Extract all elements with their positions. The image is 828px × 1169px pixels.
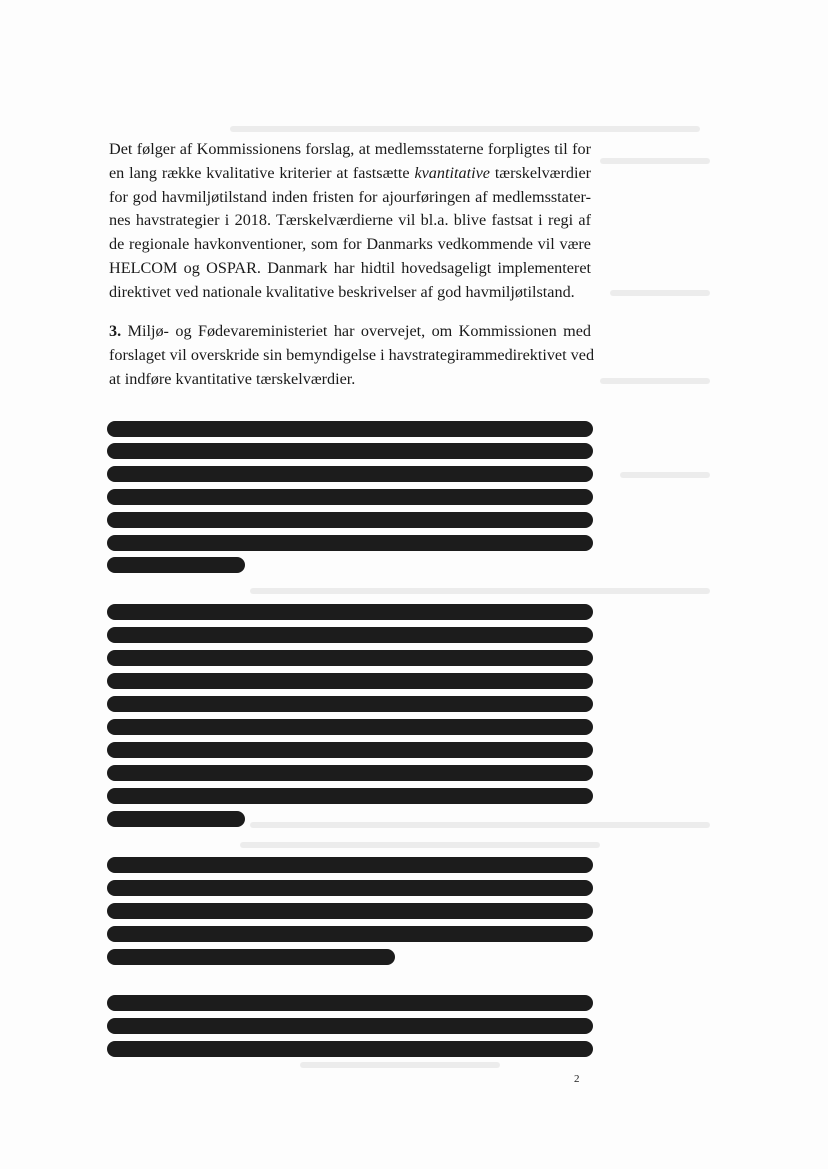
paragraph-1-line-6: HELCOM og OSPAR. Danmark har hidtil hovedsageligt implementeret: [109, 258, 591, 277]
page-number: 2: [574, 1073, 580, 1085]
redaction-bar: [107, 949, 395, 965]
bleed-through-mark: [620, 472, 710, 478]
redaction-bar: [107, 903, 593, 919]
bleed-through-mark: [250, 822, 710, 828]
redaction-bar: [107, 557, 245, 573]
bleed-through-mark: [230, 126, 700, 132]
redaction-bar: [107, 673, 593, 689]
paragraph-1-line-5: de regionale havkonventioner, som for Danmarks vedkommende vil være: [109, 235, 591, 254]
paragraph-1-line-4: nes havstrategier i 2018. Tærskelværdierne vil bl.a. blive fastsat i regi af: [109, 211, 591, 230]
body-paragraph-2: [109, 320, 595, 391]
redaction-bar: [107, 788, 593, 804]
bleed-through-mark: [600, 378, 710, 384]
redaction-bar: [107, 696, 593, 712]
paragraph-2-line-3: at indføre kvantitative tærskelværdier.: [109, 369, 356, 388]
bleed-through-mark: [250, 588, 710, 594]
bleed-through-mark: [600, 158, 710, 164]
paragraph-1-line-1: Det følger af Kommissionens forslag, at medlemsstaterne forpligtes til for: [109, 140, 591, 158]
redaction-bar: [107, 857, 593, 873]
redaction-bar: [107, 443, 593, 459]
bleed-through-mark: [610, 290, 710, 296]
redaction-bar: [107, 1018, 593, 1034]
emphasized-word: kvantitative: [414, 163, 490, 182]
redaction-bar: [107, 742, 593, 758]
redaction-bar: [107, 604, 593, 620]
paragraph-2-line-1-text: Miljø- og Fødevareministeriet har overvejet, om Kommissionen med: [127, 322, 591, 340]
paragraph-1-line-2-end: tærskelværdier: [494, 163, 592, 182]
bleed-through-mark: [300, 1062, 500, 1068]
paragraph-1-line-3: for god havmiljøtilstand inden fristen for ajourføringen af medlemsstater-: [109, 187, 591, 206]
redaction-bar: [107, 421, 593, 437]
paragraph-1-line-2-start: en lang række kvalitative kriterier at fastsætte: [109, 163, 410, 182]
redaction-bar: [107, 466, 593, 482]
paragraph-number: 3.: [109, 322, 122, 340]
redaction-bar: [107, 627, 593, 643]
redaction-bar: [107, 535, 593, 551]
paragraph-1-line-7: direktivet ved nationale kvalitative beskrivelser af god havmiljøtilstand.: [109, 282, 575, 301]
body-paragraph-1: [109, 138, 591, 305]
paragraph-1-line-2: [109, 162, 591, 186]
bleed-through-mark: [240, 842, 600, 848]
redaction-bar: [107, 880, 593, 896]
redaction-bar: [107, 765, 593, 781]
paragraph-2-line-2: forslaget vil overskride sin bemyndigelse i havstrategirammedirektivet ved: [109, 345, 595, 364]
redaction-bar: [107, 926, 593, 942]
paragraph-2-line-1: [109, 320, 591, 344]
redaction-bar: [107, 512, 593, 528]
redaction-bar: [107, 811, 245, 827]
redaction-bar: [107, 995, 593, 1011]
redaction-bar: [107, 650, 593, 666]
redaction-bar: [107, 719, 593, 735]
redaction-bar: [107, 1041, 593, 1057]
redaction-bar: [107, 489, 593, 505]
